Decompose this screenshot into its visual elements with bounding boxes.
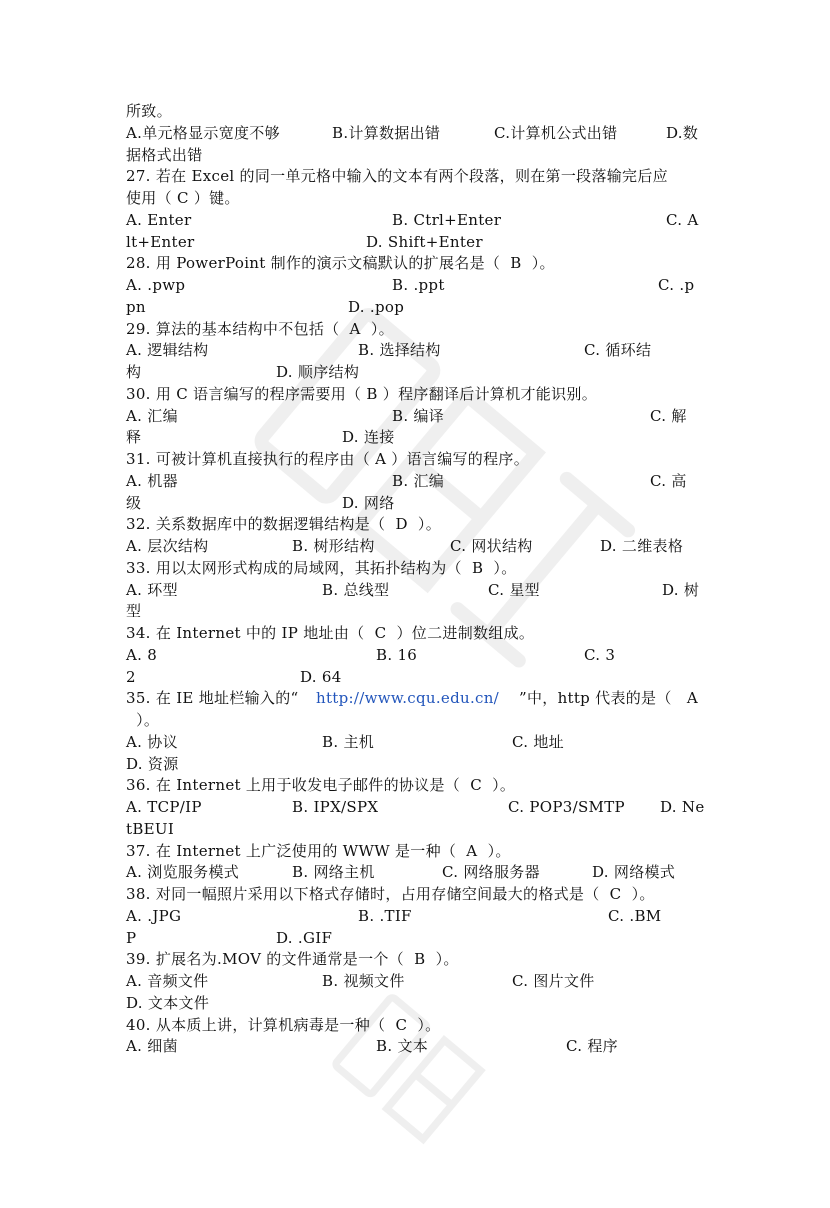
text-segment: tBEUI [126, 819, 175, 838]
text-segment: A.单元格显示宽度不够 [126, 123, 280, 142]
text-segment: C. 程序 [566, 1037, 618, 1056]
text-segment: 30. 用 C 语言编写的程序需要用（ B ）程序翻译后计算机才能识别。 [126, 384, 597, 403]
text-segment: C. 网状结构 [450, 537, 533, 555]
text-segment: D. 网络 [342, 493, 395, 512]
text-segment: 2 [126, 667, 136, 686]
text-segment: A. 音频文件 [126, 972, 209, 990]
text-segment: 释 [126, 428, 142, 447]
text-segment: D. .pop [348, 297, 405, 316]
text-segment: 32. 关系数据库中的数据逻辑结构是（ D ）。 [126, 515, 442, 534]
text-segment: P [126, 928, 137, 947]
text-segment: B. 选择结构 [358, 341, 441, 360]
text-segment: 34. 在 Internet 中的 IP 地址由（ C ）位二进制数组成。 [126, 624, 535, 642]
text-segment: A. 逻辑结构 [126, 341, 209, 360]
text-segment: C. 地址 [512, 732, 564, 751]
text-segment: A. 机器 [126, 471, 178, 490]
text-segment: 27. 若在 Excel 的同一单元格中输入的文本有两个段落，则在第一段落输完后应 [126, 167, 668, 186]
text-segment: C. 网络服务器 [442, 863, 540, 882]
text-segment: B. .TIF [358, 906, 412, 925]
text-segment: A. 协议 [126, 732, 178, 751]
text-segment: A. 层次结构 [126, 537, 209, 555]
text-segment: D. Shift+Enter [366, 232, 483, 251]
text-segment: B. IPX/SPX [292, 798, 379, 816]
text-segment: lt+Enter [126, 232, 195, 251]
text-segment: C. 图片文件 [512, 972, 595, 990]
text-segment: 36. 在 Internet 上用于收发电子邮件的协议是（ C ）。 [126, 776, 516, 795]
text-segment: B. 编译 [392, 406, 445, 425]
text-segment: B. 树形结构 [292, 537, 375, 555]
text-segment: A. Enter [126, 210, 192, 229]
text-segment: B. 文本 [376, 1037, 429, 1056]
text-segment: B. 汇编 [392, 471, 445, 490]
text-segment: 构 [126, 363, 142, 381]
text-segment: D. Ne [660, 798, 705, 816]
text-segment: B. 16 [376, 645, 418, 664]
text-segment: A. 细菌 [126, 1037, 178, 1056]
text-segment: 33. 用以太网形式构成的局域网，其拓扑结构为（ B ）。 [126, 558, 517, 577]
watermark-icon [308, 972, 551, 1208]
text-segment: B. .ppt [392, 276, 445, 294]
text-segment: ”中，http 代表的是（ A [519, 689, 698, 708]
text-segment: A. 8 [126, 645, 158, 664]
text-segment: 35. 在 IE 地址栏输入的“ [126, 689, 299, 708]
url-link[interactable]: http://www.cqu.edu.cn/ [316, 689, 500, 708]
text-segment: C. .p [658, 276, 695, 294]
text-segment: C. 3 [584, 645, 616, 664]
text-segment: 40. 从本质上讲，计算机病毒是一种（ C ）。 [126, 1015, 441, 1034]
text-segment: C. POP3/SMTP [508, 798, 625, 816]
text-segment: 29. 算法的基本结构中不包括（ A ）。 [126, 319, 394, 338]
text-segment: A. 汇编 [126, 406, 178, 425]
text-segment: A. TCP/IP [126, 798, 202, 816]
text-segment: B.计算数据出错 [332, 123, 441, 142]
text-segment: D. 顺序结构 [276, 363, 360, 381]
text-segment: 据格式出错 [126, 145, 203, 164]
text-segment: C. 解 [650, 406, 687, 425]
text-segment: B. Ctrl+Enter [392, 210, 502, 229]
text-segment: 级 [126, 493, 142, 512]
text-segment: D. .GIF [276, 928, 333, 947]
text-segment: D. 64 [300, 667, 342, 686]
text-segment: D. 连接 [342, 428, 395, 447]
text-segment: 31. 可被计算机直接执行的程序由（ A ）语言编写的程序。 [126, 450, 529, 468]
text-segment: D. 树 [662, 580, 700, 599]
text-segment: D. 网络模式 [592, 863, 676, 882]
text-segment: C.计算机公式出错 [494, 123, 618, 142]
text-segment: 所致。 [126, 102, 172, 120]
text-segment: C. 高 [650, 471, 687, 490]
text-segment: C. .BM [608, 906, 662, 925]
text-segment: 38. 对同一幅照片采用以下格式存储时，占用存储空间最大的格式是（ C ）。 [126, 885, 655, 903]
text-segment: D. 资源 [126, 754, 179, 773]
text-segment: A. .JPG [126, 906, 182, 925]
text-segment: B. 主机 [322, 732, 375, 751]
text-segment: B. 视频文件 [322, 972, 405, 990]
text-segment: D. 文本文件 [126, 993, 210, 1012]
text-segment: C. 星型 [488, 580, 540, 599]
text-segment: B. 总线型 [322, 580, 390, 599]
text-segment: C. A [666, 210, 699, 229]
text-segment: A. 环型 [126, 580, 178, 599]
text-segment: A. .pwp [126, 276, 186, 294]
text-segment: 39. 扩展名为.MOV 的文件通常是一个（ B ）。 [126, 950, 459, 969]
text-segment: 型 [126, 602, 142, 621]
text-segment: 使用（ C ）键。 [126, 189, 240, 207]
text-segment: ）。 [126, 711, 160, 729]
text-segment: 37. 在 Internet 上广泛使用的 WWW 是一种（ A ）。 [126, 841, 511, 860]
text-segment: B. 网络主机 [292, 863, 375, 882]
text-segment: 28. 用 PowerPoint 制作的演示文稿默认的扩展名是（ B ）。 [126, 254, 555, 273]
text-segment: pn [126, 297, 146, 316]
text-segment: D.数 [666, 123, 699, 142]
text-segment: D. 二维表格 [600, 537, 684, 555]
text-segment: A. 浏览服务模式 [126, 863, 240, 882]
text-segment: C. 循环结 [584, 341, 652, 360]
